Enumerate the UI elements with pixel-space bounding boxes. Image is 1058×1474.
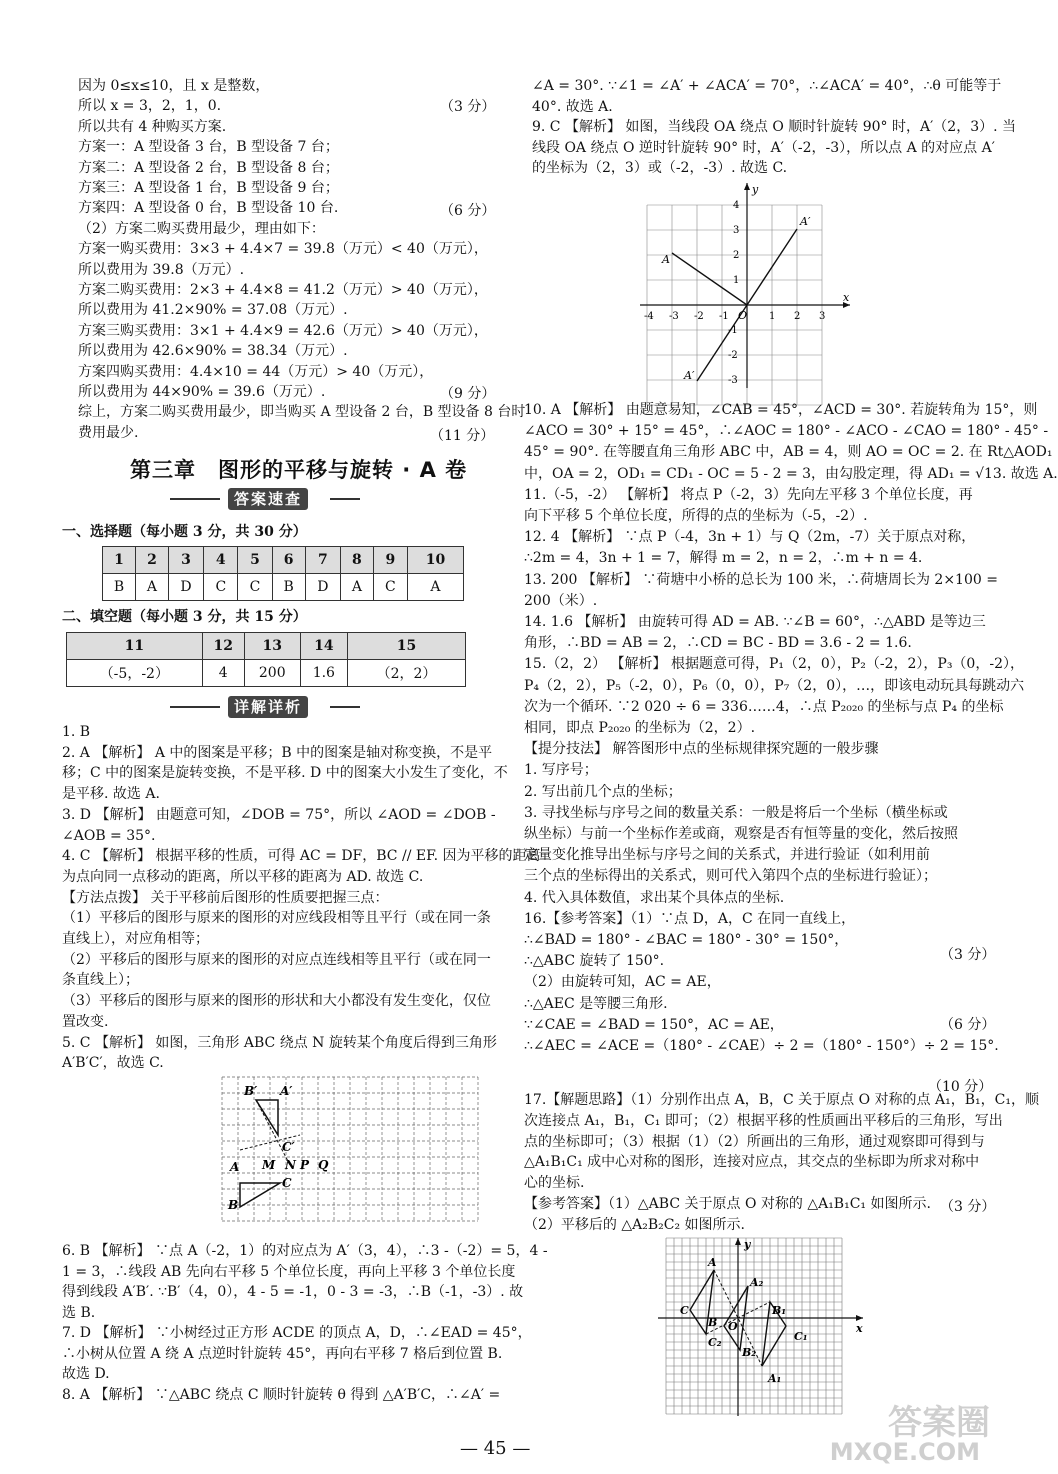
point-label: A₁ — [768, 1372, 782, 1385]
fig5-label: C — [282, 1176, 292, 1190]
x-tick: -1 — [719, 311, 729, 322]
text-line: 所以费用为 44×90% = 39.6（万元）. — [78, 384, 326, 400]
y-tick: 4 — [733, 200, 740, 211]
score: （6 分） — [940, 1017, 996, 1033]
text-line: 1. 写序号； — [524, 762, 598, 779]
text-line: 相同，即点 P₂₀₂₀ 的坐标为（2，2）. — [524, 720, 756, 736]
x-tick: -3 — [669, 311, 679, 322]
text-line: 移；C 中的图案是旋转变换，不是平移. D 中的图案大小发生了变化，不 — [62, 765, 508, 782]
x-tick: 2 — [794, 311, 801, 322]
score: （6 分） — [440, 203, 496, 219]
answer-cell: A — [407, 574, 463, 601]
text-line: 40°. 故选 A. — [532, 98, 613, 115]
question-number-cell: 11 — [67, 633, 203, 660]
text-line: ∠ACO = 30° + 15° = 45°，∴∠AOC = 180° - ∠ACO - ∠CAO = 180° - 45° - — [524, 423, 1049, 440]
y-tick: 3 — [733, 225, 740, 236]
text-line: 选 B. — [62, 1304, 96, 1321]
question-number-cell: 2 — [136, 547, 169, 574]
point-label: B₂ — [742, 1346, 757, 1359]
text-line: 定量变化推导出坐标与序号之间的关系式，并进行验证（如利用前 — [524, 847, 930, 864]
fig5-label: B — [228, 1198, 239, 1212]
text-line: 方案一：A 型设备 3 台，B 型设备 7 台； — [78, 139, 339, 156]
text-line: 9. C 【解析】 如图，当线段 OA 绕点 O 顺时针旋转 90° 时，A′（2，3）. 当 — [532, 119, 1017, 135]
fig5-label: N — [285, 1158, 296, 1172]
point-label: C₂ — [708, 1336, 722, 1349]
text-line: 方案三购买费用：3×1 + 4.4×9 = 42.6（万元）> 40（万元）， — [78, 322, 488, 339]
answer-cell: A — [341, 574, 374, 601]
fig5-label: P — [300, 1158, 310, 1172]
question-number-cell: 14 — [300, 633, 347, 660]
text-line: 中，OA = 2，OD₁ = CD₁ - OC = 5 - 2 = 3，由勾股定理，得 AD₁ = √13. 故选 A. — [524, 465, 1058, 482]
fig5-label: A′ — [280, 1084, 293, 1098]
section-title: 一、选择题（每小题 3 分，共 30 分） — [62, 524, 307, 540]
q5-grid-figure — [220, 1075, 482, 1235]
text-line: 3. 寻找坐标与序号之间的数量关系：一般是将后一个坐标（横坐标或 — [524, 804, 948, 821]
text-line: A′B′C′，故选 C. — [62, 1055, 164, 1072]
text-line: 【提分技法】 解答图形中点的坐标规律探究题的一般步骤 — [524, 741, 879, 758]
text-line: 费用最少. — [78, 424, 139, 441]
text-line: 2. 写出前几个点的坐标； — [524, 783, 682, 800]
text-line: 为点向同一点移动的距离，所以平移的距离为 AD. 故选 C. — [62, 868, 424, 885]
answer-cell: （2，2） — [348, 660, 466, 687]
text-line: 次连接点 A₁，B₁，C₁ 即可；（2）根据平移的性质画出平移后的三角形，写出 — [524, 1112, 1003, 1129]
section-title: 二、填空题（每小题 3 分，共 15 分） — [62, 609, 307, 625]
text-line: 是平移. 故选 A. — [62, 786, 160, 803]
text-line: 7. D 【解析】 ∵小树经过正方形 ACDE 的顶点 A，D，∴∠EAD = 45°， — [62, 1325, 532, 1341]
watermark: 答案圈 — [888, 1403, 990, 1443]
text-line: 4. C 【解析】 根据平移的性质，可得 AC = DF，BC // EF. 因为平移的距离 — [62, 848, 541, 865]
x-tick: -4 — [644, 311, 654, 322]
point-label: C₁ — [794, 1330, 808, 1343]
text-line: △A₁B₁C₁ 成中心对称的图形，连接对应点，其交点的坐标即为所求对称中 — [524, 1154, 980, 1171]
score: （9 分） — [440, 386, 496, 402]
x-axis-label: x — [856, 1322, 863, 1335]
text-line: 所以费用为 39.8（万元）. — [78, 261, 245, 278]
text-line: 16.【参考答案】（1）∵点 D，A，C 在同一直线上， — [524, 910, 856, 927]
text-line: 向下平移 5 个单位长度，所得的点的坐标为（-5，-2）. — [524, 508, 868, 524]
answer-cell: D — [168, 574, 203, 601]
text-line: ∴△ABC 旋转了 150°. — [524, 953, 665, 970]
text-line: 方案二：A 型设备 2 台，B 型设备 8 台； — [78, 159, 339, 176]
text-line: 5. C 【解析】 如图，三角形 ABC 绕点 N 旋转某个角度后得到三角形 — [62, 1034, 497, 1051]
text-line: （2）由旋转可知，AC = AE， — [524, 974, 721, 991]
question-number-cell: 9 — [373, 547, 407, 574]
score: （11 分） — [430, 428, 495, 444]
text-line: 纵坐标）与前一个坐标作差或商，观察是否有恒等量的变化，然后按照 — [524, 826, 958, 842]
text-line: 2. A 【解析】 A 中的图案是平移；B 中的图案是轴对称变换，不是平 — [62, 744, 493, 761]
y-tick: 1 — [733, 275, 740, 286]
text-line: 17.【解题思路】（1）分别作出点 A，B，C 关于原点 O 对称的点 A₁，B₁，C₁，顺 — [524, 1092, 1039, 1108]
x-tick: 3 — [819, 311, 826, 322]
text-line: ∠A = 30°. ∵∠1 = ∠A′ + ∠ACA′ = 70°，∴∠ACA′ = 40°，∴θ 可能等于 — [532, 78, 1002, 94]
text-line: 45° = 90°. 在等腰直角三角形 ABC 中，AB = 4，则 AO = OC = 2. 在 Rt△AOD₁ — [524, 444, 1053, 461]
origin-label: O — [738, 309, 748, 322]
score: （3 分） — [940, 947, 996, 963]
fig5-label: Q — [318, 1158, 329, 1172]
point-label: A₂ — [750, 1276, 764, 1289]
point-label: C — [680, 1304, 689, 1317]
score: （10 分） — [928, 1079, 993, 1095]
text-line: ∴△AEC 是等腰三角形. — [524, 995, 668, 1012]
text-line: （3）平移后的图形与原来的图形的形状和大小都没有发生变化，仅位 — [62, 993, 491, 1010]
score: （3 分） — [940, 1199, 996, 1215]
text-line: 12. 4 【解析】 ∵点 P（-4，3n + 1）与 Q（2m，-7）关于原点对称， — [524, 529, 976, 546]
text-line: 【方法点拨】 关于平移前后图形的性质要把握三点： — [62, 889, 389, 906]
answer-cell: D — [305, 574, 340, 601]
text-line: ∴∠AEC = ∠ACE =（180° - ∠CAE）÷ 2 =（180° - 150°）÷ 2 = 15°. — [524, 1038, 999, 1054]
question-number-cell: 6 — [272, 547, 305, 574]
point-label: A — [708, 1256, 717, 1269]
chapter-title: 第三章 图形的平移与旋转 · A 卷 — [130, 458, 468, 482]
x-tick: -2 — [694, 311, 704, 322]
y-tick: -1 — [728, 325, 738, 336]
text-line: 的坐标为（2，3）或（-2，-3）. 故选 C. — [532, 160, 788, 176]
text-line: 方案三：A 型设备 1 台，B 型设备 9 台； — [78, 180, 339, 196]
answer-cell: A — [136, 574, 169, 601]
y-tick: -3 — [728, 375, 738, 386]
text-line: ∴2m = 4，3n + 1 = 7，解得 m = 2，n = 2，∴m + n = 4. — [524, 550, 923, 567]
text-line: 3. D 【解析】 由题意可知，∠DOB = 75°，所以 ∠AOD = ∠DOB - — [62, 806, 496, 823]
y-axis-label: y — [752, 183, 759, 196]
text-line: 得到线段 A′B′. ∵B′（4，0），4 - 5 = -1，0 - 3 = -3，∴B（-1，-3）. 故 — [62, 1284, 524, 1300]
text-line: 所以费用为 41.2×90% = 37.08（万元）. — [78, 302, 348, 319]
x-axis-label: x — [843, 291, 850, 304]
fig5-label: C′ — [282, 1140, 295, 1154]
text-line: 【参考答案】（1）△ABC 关于原点 O 对称的 △A₁B₁C₁ 如图所示. — [524, 1196, 931, 1212]
x-tick: 1 — [769, 311, 776, 322]
text-line: 1. B — [62, 724, 91, 740]
text-line: 线段 OA 绕点 O 逆时针旋转 90° 时，A′（-2，-3），所以点 A 的对应点 A′ — [532, 139, 995, 156]
point-label-A-prime: A′ — [684, 369, 695, 382]
answer-cell: 200 — [244, 660, 300, 687]
question-number-cell: 5 — [238, 547, 272, 574]
answer-cell: C — [373, 574, 407, 601]
question-number-cell: 8 — [341, 547, 374, 574]
text-line: ∠AOB = 35°. — [62, 827, 156, 844]
banner-quick-answers — [170, 488, 330, 510]
question-number-cell: 4 — [204, 547, 238, 574]
text-line: 所以共有 4 种购买方案. — [78, 118, 227, 135]
y-tick: -2 — [728, 350, 738, 361]
y-axis-label: y — [744, 1238, 751, 1251]
watermark-url: MXQE.COM — [829, 1438, 980, 1466]
text-line: 次为一个循环. ∵2 020 ÷ 6 = 336……4，∴点 P₂₀₂₀ 的坐标与点 P₄ 的坐标 — [524, 698, 1004, 715]
question-number-cell: 13 — [244, 633, 300, 660]
fill-answer-table — [66, 632, 466, 687]
point-label-A-prime: A′ — [800, 215, 811, 228]
text-line: 置改变. — [62, 1013, 109, 1030]
question-number-cell: 12 — [202, 633, 244, 660]
text-line: 15.（2，2） 【解析】 根据题意可得，P₁（2，0），P₂（-2，2），P₃（0，-2）， — [524, 656, 1024, 673]
text-line: 直线上），对应角相等； — [62, 931, 209, 947]
text-line: ∴小树从位置 A 绕 A 点逆时针旋转 45°，再向右平移 7 格后到位置 B. — [62, 1345, 503, 1362]
text-line: 200（米）. — [524, 592, 598, 609]
y-tick: 2 — [733, 250, 740, 261]
fig5-label: A — [230, 1160, 240, 1174]
text-line: （1）平移后的图形与原来的图形的对应线段相等且平行（或在同一条 — [62, 910, 491, 927]
question-number-cell: 15 — [348, 633, 466, 660]
choice-answer-table — [102, 546, 464, 601]
text-line: 点的坐标即可；（3）根据（1）（2）所画出的三角形，通过观察即可得到与 — [524, 1133, 985, 1150]
text-line: 6. B 【解析】 ∵点 A（-2，1）的对应点为 A′（3，4），∴3 -（-2）= 5，4 - — [62, 1243, 548, 1259]
text-line: （2）方案二购买费用最少，理由如下： — [78, 220, 325, 237]
q17-coordinate-figure — [658, 1238, 868, 1418]
answer-cell: 1.6 — [300, 660, 347, 687]
text-line: （2）平移后的 △A₂B₂C₂ 如图所示. — [524, 1216, 745, 1233]
text-line: （2）平移后的图形与原来的图形的对应点连线相等且平行（或在同一 — [62, 951, 491, 968]
text-line: 所以 x = 3，2，1，0. — [78, 98, 222, 115]
question-number-cell: 7 — [305, 547, 340, 574]
text-line: 故选 D. — [62, 1366, 110, 1382]
page-number: — 45 — — [460, 1438, 531, 1459]
question-number-cell: 10 — [407, 547, 463, 574]
text-line: 10. A 【解析】 由题意易知，∠CAB = 45°，∠ACD = 30°. 若旋转角为 15°，则 — [524, 402, 1038, 418]
text-line: 1 = 3，∴线段 AB 先向右平移 5 个单位长度，再向上平移 3 个单位长度 — [62, 1263, 516, 1280]
banner-label: 答案速查 — [228, 488, 308, 510]
text-line: 方案二购买费用：2×3 + 4.4×8 = 41.2（万元）> 40（万元）， — [78, 282, 488, 298]
text-line: 所以费用为 42.6×90% = 38.34（万元）. — [78, 343, 348, 360]
fig5-label: B′ — [244, 1084, 258, 1098]
text-line: 角形，∴BD = AB = 2，∴CD = BC - BD = 3.6 - 2 = 1.6. — [524, 635, 912, 652]
text-line: 8. A 【解析】 ∵△ABC 绕点 C 顺时针旋转 θ 得到 △A′B′C，∴∠A′ = — [62, 1386, 501, 1403]
point-label: B₁ — [772, 1304, 787, 1317]
q9-coordinate-figure — [640, 183, 860, 393]
text-line: 方案一购买费用：3×3 + 4.4×7 = 39.8（万元）< 40（万元）， — [78, 241, 488, 258]
text-line: 11.（-5，-2） 【解析】 将点 P（-2，3）先向左平移 3 个单位长度，再 — [524, 486, 973, 503]
text-line: 14. 1.6 【解析】 由旋转可得 AD = AB. ∵∠B = 60°，∴△ABD 是等边三 — [524, 614, 986, 630]
answer-cell: （-5，-2） — [67, 660, 203, 687]
text-line: 方案四：A 型设备 0 台，B 型设备 10 台. — [78, 200, 339, 217]
text-line: ∴∠BAD = 180° - ∠BAC = 180° - 30° = 150°， — [524, 932, 849, 948]
text-line: 综上，方案二购买费用最少，即当购买 A 型设备 2 台，B 型设备 8 台时 — [78, 404, 526, 421]
text-line: 因为 0≤x≤10，且 x 是整数， — [78, 78, 270, 94]
answer-cell: B — [103, 574, 136, 601]
text-line: 条直线上）； — [62, 972, 139, 989]
score: （3 分） — [440, 99, 496, 115]
question-number-cell: 3 — [168, 547, 203, 574]
point-label: O — [728, 1320, 738, 1333]
fig5-label: M — [262, 1158, 276, 1172]
answer-cell: C — [204, 574, 238, 601]
text-line: 4. 代入具体数值，求出某个具体点的坐标. — [524, 889, 785, 906]
answer-cell: C — [238, 574, 272, 601]
text-line: 心的坐标. — [524, 1175, 585, 1192]
answer-cell: 4 — [202, 660, 244, 687]
text-line: ∵∠CAE = ∠BAD = 150°，AC = AE， — [524, 1016, 784, 1033]
banner-label: 详解详析 — [228, 696, 308, 718]
answer-cell: B — [272, 574, 305, 601]
text-line: P₄（2，2），P₅（-2，0），P₆（0，0），P₇（2，0），…，即该电动玩具每跳动六 — [524, 677, 1025, 694]
text-line: 13. 200 【解析】 ∵荷塘中小桥的总长为 100 米，∴荷塘周长为 2×100 = — [524, 571, 998, 588]
text-line: 方案四购买费用：4.4×10 = 44（万元）> 40（万元）， — [78, 363, 434, 380]
question-number-cell: 1 — [103, 547, 136, 574]
point-label-A: A — [662, 253, 670, 266]
point-label: B — [708, 1316, 718, 1329]
banner-detailed — [170, 696, 330, 718]
text-line: 三个点的坐标得出的关系式，则可代入第四个点的坐标进行验证）； — [524, 868, 937, 885]
